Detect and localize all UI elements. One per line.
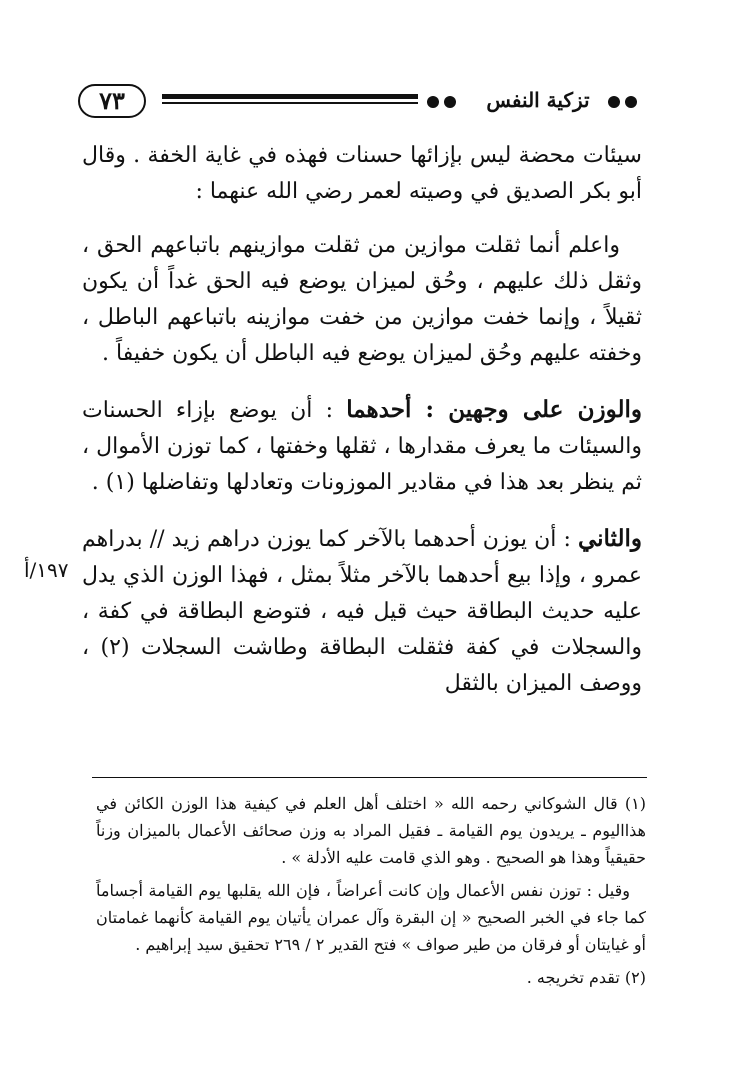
main-text [82, 138, 642, 722]
footnote-2: (٢) تقدم تخريجه . [526, 968, 646, 987]
weighing-second-heading: والثاني [577, 525, 642, 552]
header-rule-thin [162, 102, 418, 104]
weighing-second-text: : أن يوزن أحدهما بالآخر كما يوزن دراهم زيد // بدراهم عمرو ، وإذا بيع أحدهما بالآخر مثلاً بمثل ، فهذا الوزن الذي يدل عليه حديث البطاقة حيث قيل فيه ، فتوضع البطاقة في كفة ، والسجلات في كفة فثقلت البطاقة وطاشت السجلات (٢) ، ووصف الميزان بالثقل [82, 527, 642, 696]
paragraph-quote: واعلم أنما ثقلت موازين من ثقلت موازينهم باتباعهم الحق ، وثقل ذلك عليهم ، وحُق لميزان يوضع فيه الحق غداً أن يكون ثقيلاً ، وإنما خفت موازين من خفت موازينه باتباعهم الباطل ، وخفته عليهم وحُق لميزان يوضع فيه الباطل أن يكون خفيفاً . [82, 233, 642, 366]
footnote-1: (١) قال الشوكاني رحمه الله « اختلف أهل العلم في كيفية هذا الوزن الكائن في هذااليوم ـ يريدون يوم القيامة ـ فقيل المراد به وزن صحائف الأعمال بالميزان وزناً حقيقياً وهذا هو الصحيح . وهو الذي قامت عليه الأدلة » . [96, 794, 646, 867]
running-title: تزكية النفس [486, 88, 590, 112]
paragraph-1: سيئات محضة ليس بإزائها حسنات فهذه في غاية الخفة . وقال أبو بكر الصديق في وصيته لعمر رضي الله عنهما : [82, 143, 642, 204]
footnote-divider [92, 777, 647, 778]
weighing-first-heading: والوزن على وجهين : أحدهما [346, 396, 642, 423]
paragraph-weighing-second [82, 521, 642, 702]
ornament-dot-icon [444, 96, 456, 108]
ornament-dot-icon [427, 96, 439, 108]
page-header [78, 80, 638, 124]
ornament-dot-icon [608, 96, 620, 108]
ornament-dot-icon [625, 96, 637, 108]
header-rule-thick [162, 94, 418, 99]
header-rule [162, 94, 418, 108]
manuscript-folio-ref: ١٩٧/أ [24, 558, 69, 582]
footnotes [96, 790, 646, 997]
weighing-first-text: : أن يوضع بإزاء الحسنات والسيئات ما يعرف مقدارها ، ثقلها وخفتها ، كما توزن الأموال ، ثم ينظر بعد هذا في مقادير الموزونات وتعادلها وتفاضلها (١) . [82, 398, 642, 495]
footnote-1-continued: وقيل : توزن نفس الأعمال وإن كانت أعراضاً ، فإن الله يقلبها يوم القيامة أجساماً كما جاء في الخبر الصحيح « إن البقرة وآل عمران يأتيان يوم القيامة كأنهما غمامتان أو غيايتان أو فرقان من طير صواف » فتح القدير ٢ / ٢٦٩ تحقيق سيد إبراهيم . [96, 881, 646, 954]
page-number: ٧٣ [78, 84, 146, 118]
paragraph-weighing-first [82, 392, 642, 501]
